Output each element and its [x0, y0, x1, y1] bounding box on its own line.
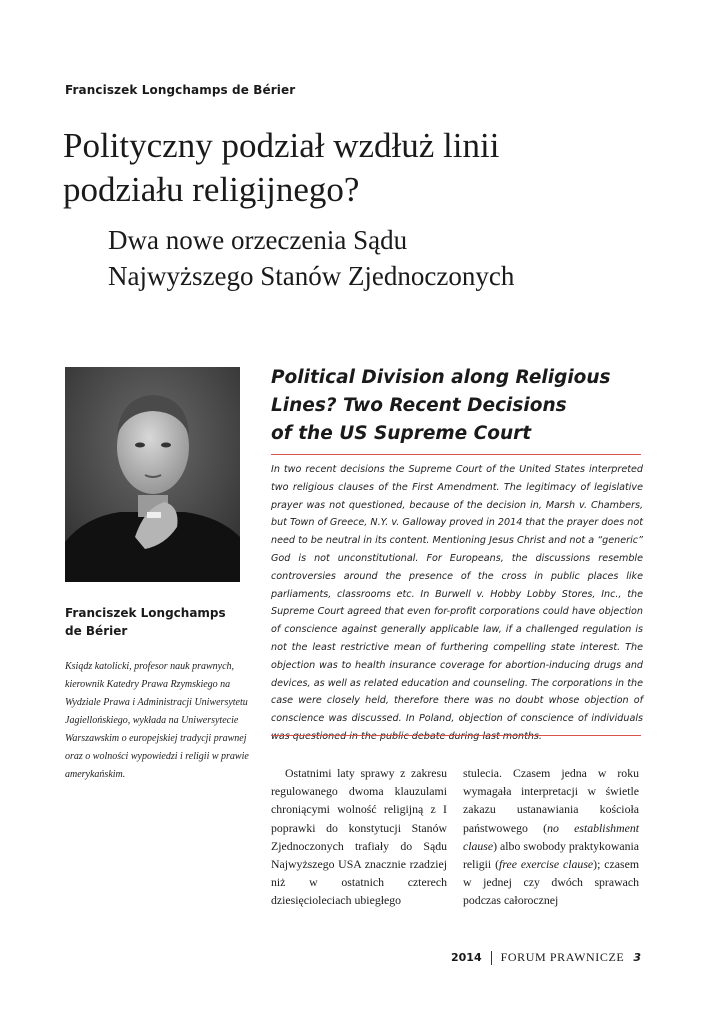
abstract-bottom-rule	[271, 735, 641, 736]
col2-text-b: ) albo swobody praktykowania religii (	[463, 838, 639, 872]
title-en-line-2: Lines? Two Recent Decisions	[271, 395, 567, 416]
author-portrait	[65, 367, 240, 582]
col2-italic-1: no establishment clause	[463, 820, 639, 853]
title-pl-line-1: Polityczny podział wzdłuż linii	[63, 126, 500, 165]
author-side-line-2: de Bérier	[65, 624, 128, 638]
author-bio: Ksiądz katolicki, profesor nauk prawnych, kierownik Katedry Prawa Rzymskiego na Wydziale Prawa i Administracji Uniwersytetu Jagiellońskiego, wykłada na Uniwersytecie Warszawskim o europejskiej tradycji prawnej oraz o wolności wypowiedzi i religii w prawie amerykańskim.	[65, 661, 249, 780]
subtitle-pl-line-1: Dwa nowe orzeczenia Sądu	[108, 225, 408, 255]
article-title-polish	[63, 124, 683, 212]
page-footer	[451, 950, 641, 965]
title-pl-line-2: podziału religijnego?	[63, 170, 360, 209]
article-title-english	[271, 364, 671, 448]
article-subtitle-polish	[108, 222, 698, 294]
author-name-sidebar	[65, 604, 245, 640]
subtitle-pl-line-2: Najwyższego Stanów Zjednoczonych	[108, 261, 515, 291]
title-en-line-3: of the US Supreme Court	[271, 423, 532, 444]
footer-year: 2014	[451, 951, 482, 964]
col2-text-c: ); czasem w jednej czy dwóch sprawach podczas całorocznej	[463, 857, 640, 908]
body-paragraph-2	[463, 764, 639, 910]
footer-page-number: 3	[633, 951, 641, 964]
author-name-top: Franciszek Longchamps de Bérier	[65, 83, 296, 97]
footer-journal: FORUM PRAWNICZE	[500, 950, 625, 964]
body-column-1	[271, 764, 447, 910]
col2-text-a: stulecia. Czasem jedna w roku wymagała interpretacji w świetle zakazu ustanawiania kościoła państwowego (	[463, 766, 639, 835]
body-paragraph-1: Ostatnimi laty sprawy z zakresu regulowanego dwoma klauzulami chroniącymi wolność religijną z I poprawki do konstytucji Stanów Zjednoczonych trafiały do Sądu Najwyższego USA znacznie rzadziej niż w ostatnich czterech dziesięcioleciach ubiegłego	[271, 766, 447, 908]
author-side-line-1: Franciszek Longchamps	[65, 606, 226, 620]
body-column-2	[463, 764, 639, 910]
col2-italic-2: free exercise clause	[499, 857, 594, 872]
title-en-line-1: Political Division along Religious	[271, 367, 611, 388]
footer-separator	[491, 951, 492, 965]
english-abstract: In two recent decisions the Supreme Court of the United States interpreted two religious clauses of the First Amendment. The legitimacy of legislative prayer was not questioned, because of the decision in, Marsh v. Chambers, but Town of Greece, N.Y. v. Galloway proved in 2014 that the prayer does not need to be neutral in its content. Mentioning Jesus Christ and not a “generic” God is not unconstitutional. For Europeans, the discussions resemble controversies around the presence of the cross in public places like parliaments, classrooms etc. In Burwell v. Hobby Lobby Stores, Inc., the Supreme Court agreed that even for-profit corporations could have objection of conscience against generally applicable law, if a challenged regulation is not the least restrictive mean of furthering compelling state interest. The objection was to health insurance coverage for abortion-inducing drugs and devices, as well as related education and counseling. The corporations in the case were closely held, therefore there was no doubt whose objection of conscience was discussed. In Poland, objection of conscience of individuals was questioned in the public debate during last months.	[271, 464, 643, 742]
abstract-top-rule	[271, 454, 641, 455]
